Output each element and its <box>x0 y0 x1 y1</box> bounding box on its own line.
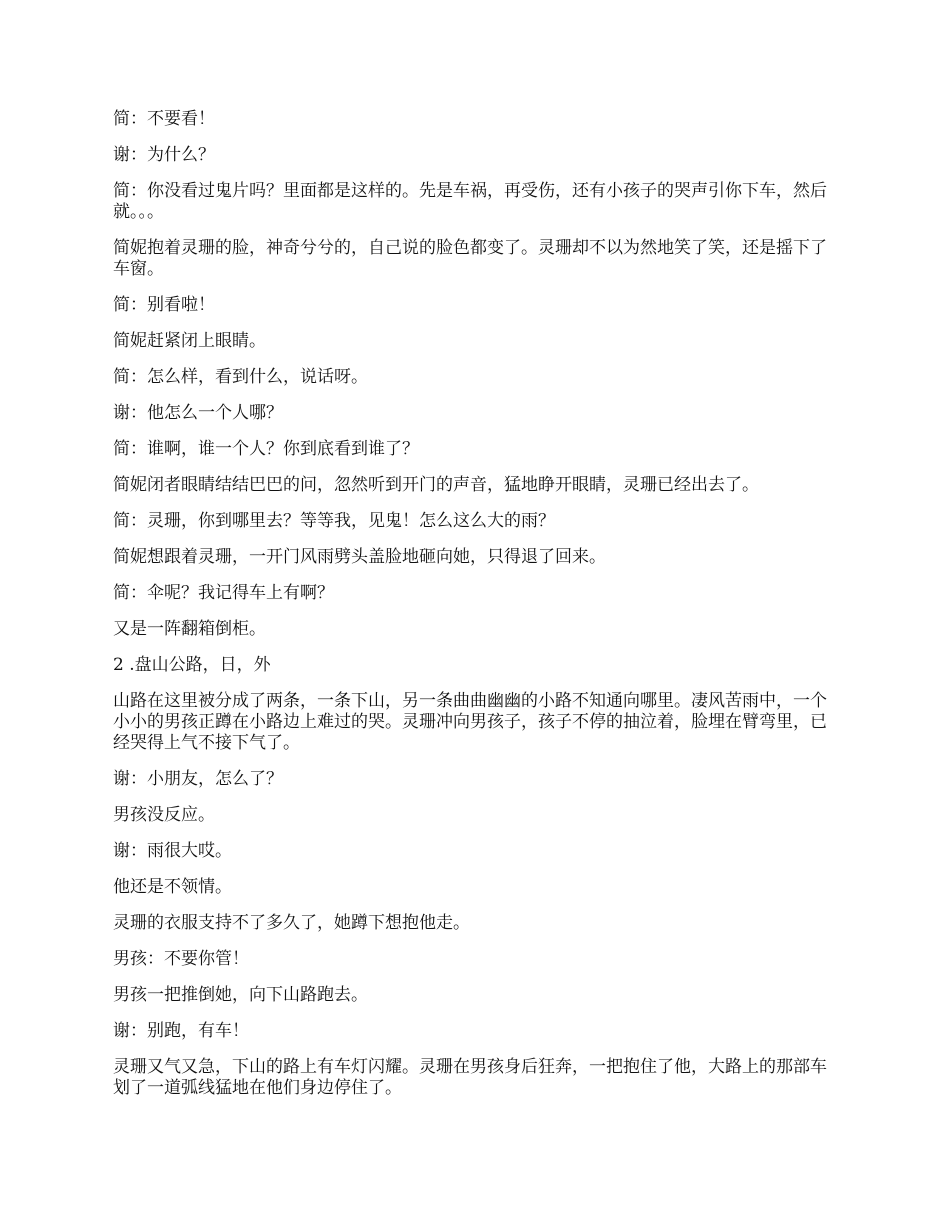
narration-paragraph: 简妮抱着灵珊的脸，神奇兮兮的，自己说的脸色都变了。灵珊却不以为然地笑了笑，还是摇下了车窗。 <box>113 238 827 279</box>
document-page <box>113 109 841 1114</box>
narration-paragraph: 灵珊又气又急，下山的路上有车灯闪耀。灵珊在男孩身后狂奔，一把抱住了他，大路上的那部车划了一道弧线猛地在他们身边停住了。 <box>113 1057 827 1098</box>
dialogue-line: 谢：小朋友，怎么了？ <box>113 769 283 789</box>
narration-paragraph: 男孩一把推倒她，向下山路跑去。 <box>113 985 368 1005</box>
dialogue-line: 简：别看啦！ <box>113 295 215 315</box>
narration-paragraph: 山路在这里被分成了两条，一条下山，另一条曲曲幽幽的小路不知通向哪里。凄风苦雨中，一个小小的男孩正蹲在小路边上难过的哭。灵珊冲向男孩子，孩子不停的抽泣着，脸埋在臂弯里，已经哭得上气不接下气了。 <box>113 691 827 753</box>
dialogue-line: 简：你没看过鬼片吗？里面都是这样的。先是车祸，再受伤，还有小孩子的哭声引你下车，然后就。。。 <box>113 181 827 222</box>
narration-paragraph: 简妮闭者眼睛结结巴巴的问，忽然听到开门的声音，猛地睁开眼睛，灵珊已经出去了。 <box>113 475 759 495</box>
narration-paragraph: 灵珊的衣服支持不了多久了，她蹲下想抱他走。 <box>113 913 470 933</box>
dialogue-line: 谢：别跑，有车！ <box>113 1021 249 1041</box>
dialogue-line: 谢：雨很大哎。 <box>113 841 232 861</box>
dialogue-line: 谢：他怎么一个人哪？ <box>113 403 283 423</box>
dialogue-line: 简：怎么样，看到什么，说话呀。 <box>113 367 368 387</box>
dialogue-line: 简：伞呢？我记得车上有啊？ <box>113 583 334 603</box>
dialogue-line: 简：不要看！ <box>113 109 215 129</box>
scene-heading: 2 .盘山公路，日，外 <box>113 655 271 675</box>
dialogue-line: 谢：为什么？ <box>113 145 215 165</box>
dialogue-line: 简：灵珊，你到哪里去？等等我，见鬼！怎么这么大的雨？ <box>113 511 555 531</box>
narration-paragraph: 他还是不领情。 <box>113 877 232 897</box>
narration-paragraph: 又是一阵翻箱倒柜。 <box>113 619 266 639</box>
narration-paragraph: 简妮想跟着灵珊，一开门风雨劈头盖脸地砸向她，只得退了回来。 <box>113 547 606 567</box>
narration-paragraph: 简妮赶紧闭上眼睛。 <box>113 331 266 351</box>
narration-paragraph: 男孩没反应。 <box>113 805 215 825</box>
dialogue-line: 简：谁啊，谁一个人？你到底看到谁了？ <box>113 439 419 459</box>
dialogue-line: 男孩：不要你管！ <box>113 949 249 969</box>
